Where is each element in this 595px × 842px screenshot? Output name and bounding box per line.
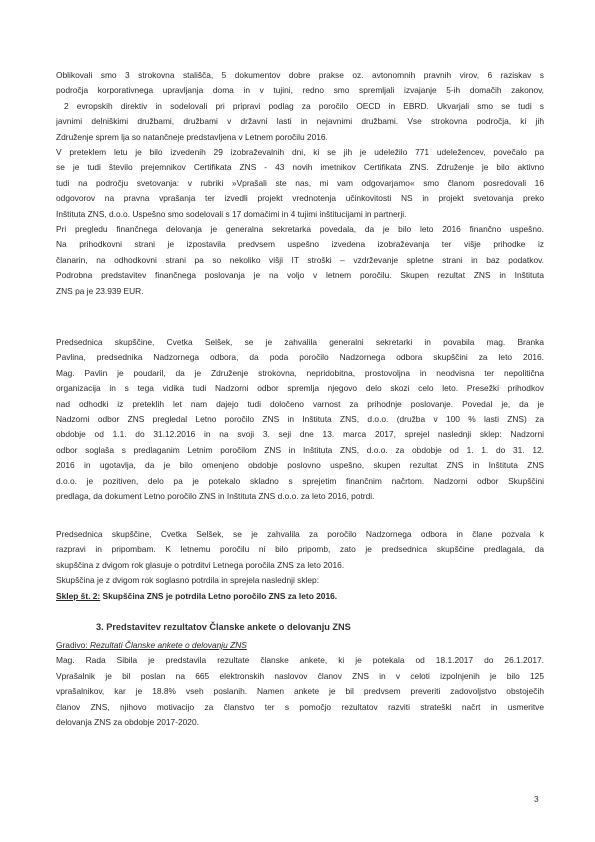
text-line: Združenje sprem lja so natančneje predstavljena v Letnem poročilu 2016. — [56, 131, 328, 142]
text-line: d.o.o. je pozitiven, delo pa je potekalo skladno s sprejetim finančnim načrtom. Nadzorni odbor Skupščini — [56, 475, 544, 486]
text-line: Mag. Rada Sibila je predstavila rezultate članske ankete, ki je potekala od 18.1.2017 do 26.1.2017. — [56, 655, 544, 666]
text-line: Pri pregledu finančnega delovanja je generalna sekretarka povedala, da je bilo leto 2016 finančno uspešno. — [56, 224, 544, 234]
text-line: 2 evropskih direktiv in sodelovali pri pripravi podlag za poročilo OECD in EBRD. Ukvarjali smo se tudi s — [64, 100, 544, 111]
text-line: Vprašalnik je bil poslan na 665 elektronskih naslovov članov ZNS in v celoti izpolnjenih je bilo 125 — [56, 670, 544, 681]
text-line: članov ZNS, njihovo motivacijo za članstvo ter s pomočjo rezultatov razviti strateški načrt in usmeritve — [56, 701, 544, 712]
paragraph-nadzorni-odbor — [56, 335, 544, 504]
gradivo-line — [56, 638, 544, 653]
text-line: Skupščina je z dvigom rok soglasno potrdila in sprejela naslednji sklep: — [56, 575, 320, 586]
gradivo-label: Gradivo: — [56, 640, 88, 650]
text-line: Na prihodkovni strani je izpostavila predvsem uspešno izvedena izobraževanja ter višje prihodke iz — [56, 239, 544, 250]
text-line: odgovorov na pravna vprašanja ter izvedli projekt vrednotenja učinkovitosti NS in projekt svetovanja preko — [56, 193, 544, 204]
text-line: Oblikovali smo 3 strokovna stališča, 5 dokumentov dobre prakse oz. avtonomnih pravnih virov, 6 raziskav s — [56, 70, 544, 80]
text-line: Nadzorni odbor ZNS pregledal Letno poročilo ZNS in Inštituta ZNS, d.o.o. (družba v 100 % lasti ZNS) za — [56, 413, 544, 424]
text-line: Inštituta ZNS, d.o.o. Uspešno smo sodelovali s 17 domačimi in 4 tujimi inštitucijami in partnerji. — [56, 208, 407, 219]
text-line: razpravi in pripombam. K letnemu poročilu ni bilo pripomb, zato je predsednica skupščine predlagala, da — [56, 544, 544, 555]
text-line: članarin, na odhodkovni strani pa so nekoliko višji IT stroški – vzdrževanje spletne strani in baz podatkov. — [56, 254, 544, 265]
resolution-line — [56, 589, 544, 604]
text-line: Podrobna predstavitev finančnega poslovanja je na voljo v letnem poročilu. Skupen rezultat ZNS in Inštituta — [56, 270, 544, 281]
text-line: predlaga, da dokument Letno poročilo ZNS in Inštituta ZNS d.o.o. za leto 2016, potrdi. — [56, 490, 375, 501]
text-line: se je tudi število prejemnikov Certifikata ZNS - 43 novih imetnikov Certifikata ZNS. Združenje je bilo aktivno — [56, 162, 544, 173]
text-line: ZNS pa je 23.939 EUR. — [56, 285, 144, 296]
text-line: V preteklem letu je bilo izvedenih 29 izobraževalnih dni, ki se jih je udeležilo 771 udeležencev, povečalo pa — [56, 147, 544, 157]
paragraph-izobrazevanja — [56, 145, 544, 222]
text-line: Mag. Pavlin je poudaril, da je Združenje strokovna, nepridobitna, prostovoljna in neodvisna ter nepolitična — [56, 367, 544, 378]
gradivo-document: Rezultati Članske ankete o delovanju ZNS — [87, 640, 247, 650]
text-line: vprašalnikov, kar je 18.8% vseh poslanih. Namen ankete je bil predvsem preveriti zadovoljstvo obstoječih — [56, 686, 544, 697]
text-line: Predsednica skupščine, Cvetka Selšek, se je zahvalila generalni sekretarki in povabila mag. Branka — [56, 337, 544, 347]
paragraph-financno-delovanje — [56, 222, 544, 299]
text-line: javnimi delniškimi družbami, družbami v državni lasti in nejavnimi družbami. Vse strokovna področja, ki jih — [56, 116, 544, 127]
text-line: 2016 in ugotavlja, da je bilo omenjeno obdobje poslovno uspešno, skupen rezultat ZNS in Inštituta ZNS — [56, 460, 544, 471]
resolution-text: Skupščina ZNS je potrdila Letno poročilo ZNS za leto 2016. — [100, 590, 338, 601]
text-line: Pavlina, predsednika Nadzornega odbora, da poda poročilo Nadzornega odbora skupščini za leto 2016. — [56, 352, 544, 363]
text-line: tudi na področju svetovanja: v rubriki »Vprašali ste nas, mi vam odgovarjamo« smo članom posredovali 16 — [56, 177, 544, 188]
resolution-label: Sklep št. 2: — [56, 590, 101, 601]
text-line: področja korporativnega upravljanja doma in v tujini, redno smo spremljali izvajanje 5-ih domačih zakonov, — [56, 85, 544, 96]
paragraph-strokovna-stalisca — [56, 68, 544, 145]
section-heading: 3. Predstavitev rezultatov Članske ankete o delovanju ZNS — [96, 622, 351, 632]
text-line: obdobje od 1.1. do 31.12.2016 in na svoji 3. seji dne 13. marca 2017, sprejel naslednji sklep: Nadzorni — [56, 429, 544, 440]
page-number: 3 — [534, 794, 539, 804]
text-line: organizacija in s tega vidika tudi Nadzorni odbor spremlja njegovo delo skozi celo leto. Presežki prihodkov — [56, 383, 544, 394]
text-line: skupščina z dvigom rok glasuje o potrditvi Letnega poročila ZNS za leto 2016. — [56, 559, 345, 570]
paragraph-razprava — [56, 527, 544, 604]
section-3-body — [56, 638, 544, 730]
text-line: nad odhodki iz preteklih let nam dajejo tudi določeno varnost za prihodnje poslovanje. Povedal je, da je — [56, 398, 544, 409]
text-line: delovanja ZNS za obdobje 2017-2020. — [56, 716, 199, 727]
text-line: odbor soglaša s predlaganim Letnim poročilom ZNS in Inštituta ZNS, d.o.o. za obdobje od 1. 1. do 31. 12. — [56, 444, 544, 455]
text-line: Predsednica skupščine, Cvetka Selšek, se je zahvalila za poročilo Nadzornega odbora in člane pozvala k — [56, 529, 544, 539]
